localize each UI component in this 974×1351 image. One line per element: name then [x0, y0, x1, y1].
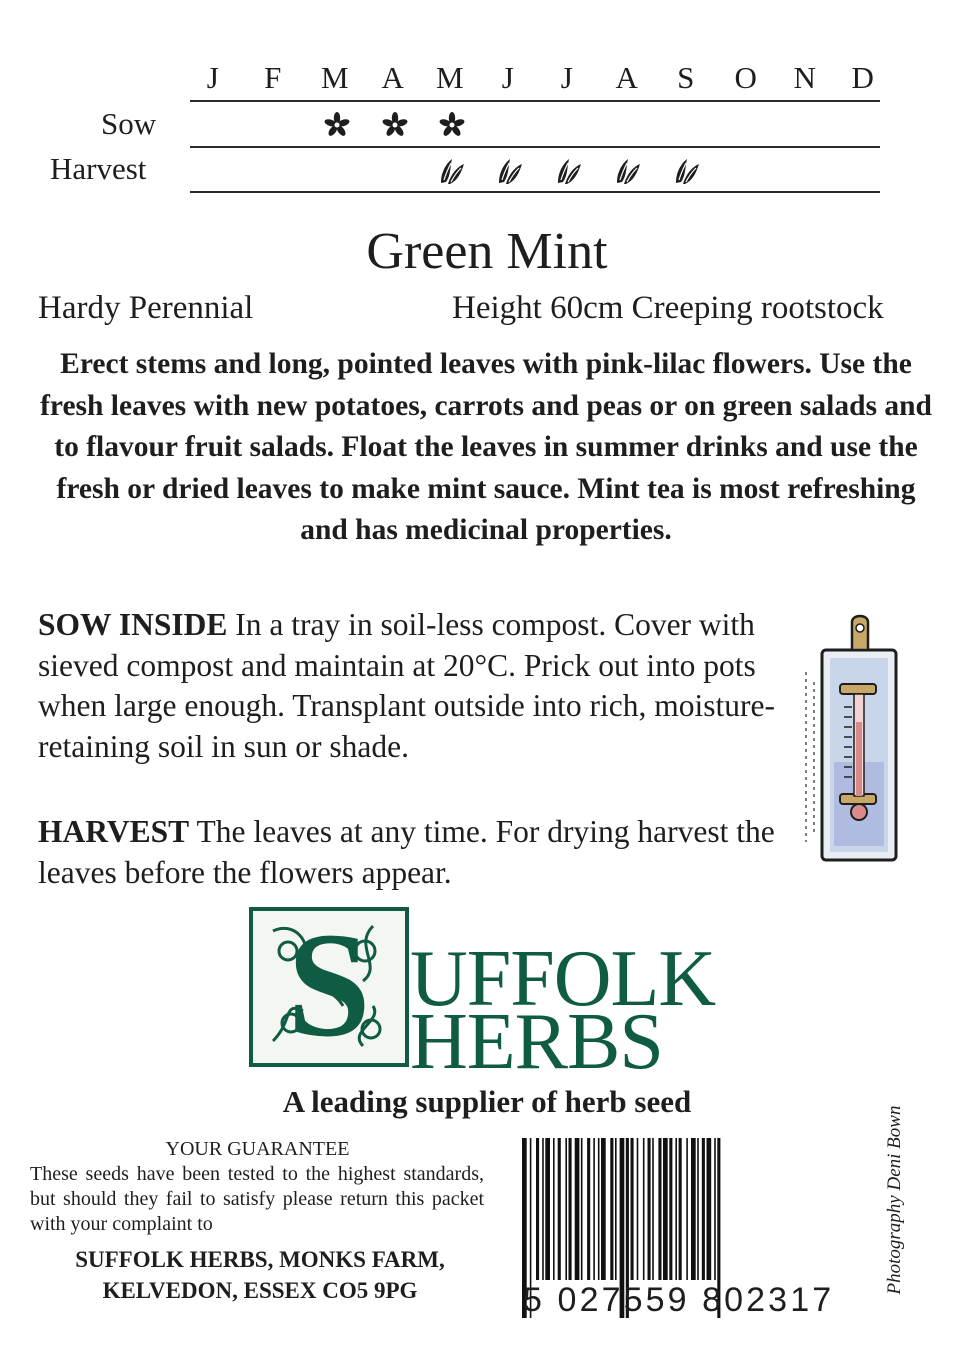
barcode-bar: [702, 1138, 705, 1280]
month-apr: A: [381, 60, 405, 95]
leaf-icon: [611, 157, 645, 192]
month-nov: N: [793, 60, 817, 95]
guarantee-text: These seeds have been tested to the highest standards, but should they fail to satisfy please return this packet with your complaint to: [30, 1163, 484, 1235]
barcode-bar: [553, 1138, 555, 1280]
product-description: Erect stems and long, pointed leaves with pink-lilac flowers. Use the fresh leaves with new potatoes, carrots and peas or on green salads and to flavour fruit salads. Float the leaves in summer drinks and use the fresh or dried leaves to make mint sauce. Mint tea is most refreshing and has medicinal properties.: [40, 348, 932, 546]
barcode-bar: [542, 1138, 544, 1280]
address-line-1: SUFFOLK HERBS, MONKS FARM,: [75, 1247, 445, 1272]
barcode-bar: [658, 1138, 661, 1280]
barcode-bar: [598, 1138, 600, 1280]
barcode-bar: [669, 1138, 672, 1280]
barcode-bar: [691, 1138, 696, 1280]
flower-star-icon: [320, 110, 354, 145]
brand-tagline: A leading supplier of herb seed: [282, 1084, 692, 1119]
month-jul: J: [560, 60, 574, 95]
barcode-bar: [643, 1138, 645, 1280]
month-may: M: [435, 60, 465, 95]
barcode-bar: [569, 1138, 572, 1280]
month-aug: A: [615, 60, 639, 95]
harvest-instructions: [38, 812, 798, 893]
barcode-number: 5 027559 802317: [523, 1281, 835, 1319]
barcode-bar: [581, 1138, 583, 1280]
barcode-bar: [663, 1138, 668, 1280]
thermometer-illustration: [800, 612, 910, 867]
barcode-bar: [575, 1138, 580, 1280]
barcode-bar: [652, 1138, 654, 1280]
month-feb: F: [264, 60, 282, 95]
month-jan: J: [206, 60, 220, 95]
barcode-bar: [565, 1138, 567, 1280]
barcode-bar: [714, 1138, 716, 1280]
barcode-bar: [648, 1138, 651, 1280]
harvest-text: The leaves at any time. For drying harvest the leaves before the flowers appear.: [38, 814, 775, 890]
month-sep: S: [677, 60, 695, 95]
barcode-bar: [675, 1138, 677, 1280]
calendar-divider: [190, 146, 880, 148]
leaf-icon: [435, 157, 469, 192]
month-jun: J: [501, 60, 515, 95]
address-line-2: KELVEDON, ESSEX CO5 9PG: [102, 1278, 418, 1303]
month-header: [190, 60, 880, 100]
barcode-bar: [558, 1138, 561, 1280]
barcode-bar: [637, 1138, 639, 1280]
barcode-bar: [679, 1138, 682, 1280]
harvest-heading: HARVEST: [38, 814, 190, 849]
leaf-icon: [493, 157, 527, 192]
guarantee-address: [40, 1244, 480, 1306]
guarantee-heading: YOUR GUARANTEE: [165, 1138, 350, 1160]
month-oct: O: [734, 60, 758, 95]
photo-credit: Photography Deni Bown: [884, 1105, 905, 1295]
flower-star-icon: [435, 110, 469, 145]
barcode-bar: [707, 1138, 712, 1280]
barcode-bar: [686, 1138, 688, 1280]
barcode-bar: [615, 1138, 617, 1280]
product-type: Hardy Perennial: [38, 290, 254, 326]
logo-initial: S: [287, 907, 371, 1067]
sow-row-label: Sow: [101, 106, 157, 141]
barcode-bar: [697, 1138, 699, 1280]
barcode-bar: [610, 1138, 613, 1280]
calendar-divider: [190, 100, 880, 102]
calendar-divider: [190, 191, 880, 193]
logo-initial-box: [249, 907, 409, 1067]
sow-heading: SOW INSIDE: [38, 607, 228, 642]
sow-text: In a tray in soil-less compost. Cover with sieved compost and maintain at 20°C. Prick out into pots when large enough. Transplant outside into rich, moisture-retaining soil in sun or shade.: [38, 607, 775, 764]
leaf-icon: [552, 157, 586, 192]
harvest-row-label: Harvest: [50, 151, 147, 186]
barcode-bar: [545, 1138, 550, 1280]
sow-instructions: [38, 605, 798, 767]
leaf-icon: [670, 157, 704, 192]
logo-line-1: UFFOLK: [410, 935, 716, 1023]
logo-line-2: HERBS: [410, 998, 663, 1086]
flower-star-icon: [378, 110, 412, 145]
product-title: Green Mint: [366, 223, 608, 280]
barcode-bar: [587, 1138, 590, 1280]
product-height: Height 60cm Creeping rootstock: [452, 290, 884, 326]
barcode-bar: [631, 1138, 634, 1280]
barcode-bar: [601, 1138, 606, 1280]
month-mar: M: [320, 60, 350, 95]
barcode-bar: [536, 1138, 539, 1280]
month-dec: D: [851, 60, 875, 95]
barcode-bar: [593, 1138, 595, 1280]
